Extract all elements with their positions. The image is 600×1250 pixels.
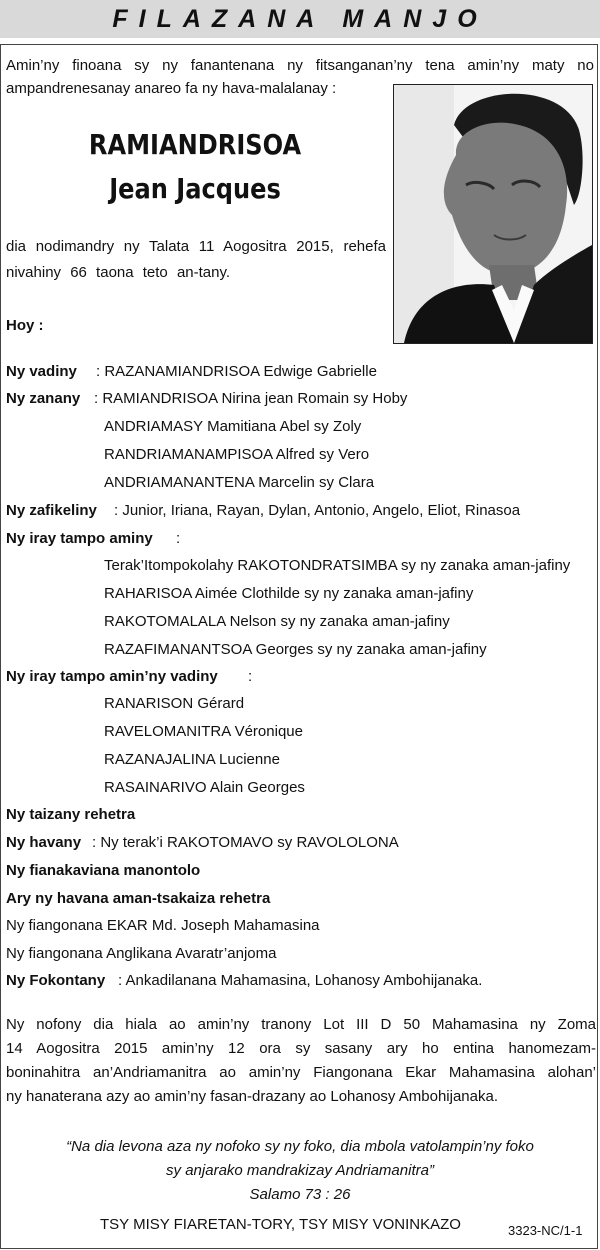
fokontany-value: : Ankadilanana Mahamasina, Lohanosy Ambohijanaka. xyxy=(118,972,483,989)
fianakaviana-line: Ny fianakaviana manontolo xyxy=(6,862,201,879)
iray-tampo-aminy-colon: : xyxy=(176,530,181,547)
hoy-label: Hoy : xyxy=(6,317,44,334)
quote-line-2: sy anjarako mandrakizay Andriamanitra” xyxy=(166,1162,434,1179)
reference-code: 3323-NC/1-1 xyxy=(508,1223,583,1238)
funeral-line-3: boninahitra an’Andriamanitra ao amin’ny Fiangonana Ekar Mahamasina alohan’ xyxy=(6,1064,596,1081)
vadiny-label: Ny vadiny xyxy=(6,363,77,380)
quote-line-1: “Na dia levona aza ny nofoko sy ny foko, dia mbola vatolampin’ny foko xyxy=(66,1138,534,1155)
zanany-item: RANDRIAMANAMPISOA Alfred sy Vero xyxy=(104,446,370,463)
portrait-photo-icon xyxy=(394,85,592,343)
fiangonana-anglikana-line: Ny fiangonana Anglikana Avaratr’anjoma xyxy=(6,945,277,962)
iray-tampo-aminy-item: RAZAFIMANANTSOA Georges sy ny zanaka aman-jafiny xyxy=(104,641,487,658)
intro-line-1: Amin’ny finoana sy ny fanantenana ny fitsanganan’ny tena amin’ny maty no xyxy=(6,57,594,74)
zafikeliny-value: : Junior, Iriana, Rayan, Dylan, Antonio, Angelo, Eliot, Rinasoa xyxy=(114,502,521,519)
zanany-first: : RAMIANDRISOA Nirina jean Romain sy Hoby xyxy=(94,390,408,407)
havana-aman-tsakaiza-line: Ary ny havana aman-tsakaiza rehetra xyxy=(6,890,271,907)
deceased-given-names: Jean Jacques xyxy=(109,172,281,205)
iray-tampo-vadiny-item: RASAINARIVO Alain Georges xyxy=(104,779,305,796)
iray-tampo-vadiny-item: RANARISON Gérard xyxy=(104,695,245,712)
taizany-line: Ny taizany rehetra xyxy=(6,806,136,823)
notice-title: FILAZANA MANJO xyxy=(112,5,488,33)
intro-line-2: ampandrenesanay anareo fa ny hava-malalanay : xyxy=(6,80,337,97)
death-notice-line-1: dia nodimandry ny Talata 11 Aogositra 2015, rehefa xyxy=(6,238,386,255)
funeral-line-1: Ny nofony dia hiala ao amin’ny tranony Lot III D 50 Mahamasina ny Zoma xyxy=(6,1016,596,1033)
death-notice-line-2: nivahiny 66 taona teto an-tany. xyxy=(6,264,231,281)
vadiny-value: : RAZANAMIANDRISOA Edwige Gabrielle xyxy=(96,363,377,380)
zanany-item: ANDRIAMANANTENA Marcelin sy Clara xyxy=(104,474,375,491)
fiangonana-ekar-line: Ny fiangonana EKAR Md. Joseph Mahamasina xyxy=(6,917,320,934)
iray-tampo-vadiny-colon: : xyxy=(248,668,253,685)
header-bar xyxy=(0,0,600,38)
zafikeliny-label: Ny zafikeliny xyxy=(6,502,97,519)
iray-tampo-vadiny-item: RAZANAJALINA Lucienne xyxy=(104,751,280,768)
footer-notice: TSY MISY FIARETAN-TORY, TSY MISY VONINKAZO xyxy=(100,1216,461,1233)
quote-reference: Salamo 73 : 26 xyxy=(249,1186,351,1203)
deceased-surname: RAMIANDRISOA xyxy=(88,128,302,161)
zanany-label: Ny zanany xyxy=(6,390,81,407)
portrait-photo xyxy=(393,84,593,344)
iray-tampo-aminy-label: Ny iray tampo aminy xyxy=(6,530,153,547)
iray-tampo-aminy-item: Terak’Itompokolahy RAKOTONDRATSIMBA sy ny zanaka aman-jafiny xyxy=(104,557,571,574)
iray-tampo-aminy-item: RAHARISOA Aimée Clothilde sy ny zanaka aman-jafiny xyxy=(104,585,474,602)
iray-tampo-vadiny-item: RAVELOMANITRA Véronique xyxy=(104,723,303,740)
havany-value: : Ny terak’i RAKOTOMAVO sy RAVOLOLONA xyxy=(92,834,399,851)
iray-tampo-aminy-item: RAKOTOMALALA Nelson sy ny zanaka aman-jafiny xyxy=(104,613,450,630)
havany-label: Ny havany xyxy=(6,834,82,851)
zanany-item: ANDRIAMASY Mamitiana Abel sy Zoly xyxy=(104,418,362,435)
funeral-line-4: ny hanaterana azy ao amin’ny fasan-drazany ao Lohanosy Ambohijanaka. xyxy=(6,1088,498,1105)
iray-tampo-vadiny-label: Ny iray tampo amin’ny vadiny xyxy=(6,668,218,685)
fokontany-label: Ny Fokontany xyxy=(6,972,106,989)
funeral-line-2: 14 Aogositra 2015 amin’ny 12 ora sy sasany ary ho entina hanomezam- xyxy=(6,1040,596,1057)
